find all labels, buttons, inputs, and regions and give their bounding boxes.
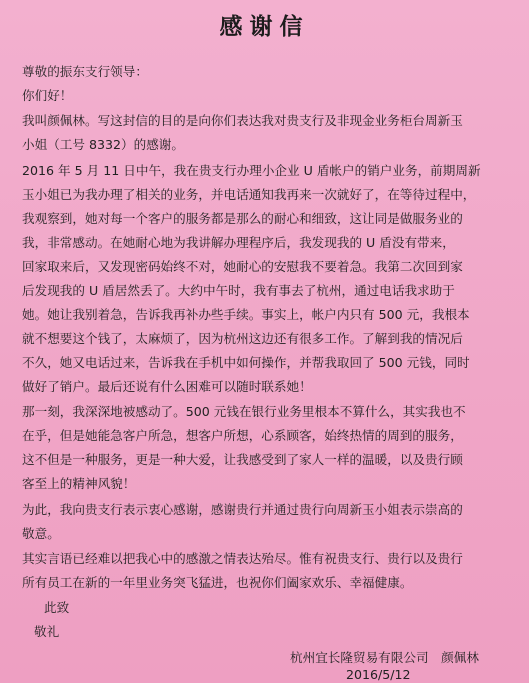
paragraph-4-line: 为此，我向贵支行表示衷心感谢，感谢贵行并通过贵行向周新玉小姐表示崇高的 — [22, 502, 463, 517]
closing-phrase: 此致 — [44, 600, 70, 615]
greeting: 你们好！ — [22, 88, 73, 103]
paragraph-2-line: 我，非常感动。在她耐心地为我讲解办理程序后，我发现我的 U 盾没有带来， — [22, 235, 455, 250]
paragraph-2-line: 2016 年 5 月 11 日中午，我在贵支行办理小企业 U 盾帐户的销户业务，前期周新 — [22, 163, 481, 178]
signature: 杭州宜长隆贸易有限公司 颜佩林 — [290, 650, 479, 665]
closing-salute: 敬礼 — [34, 624, 60, 639]
salutation: 尊敬的振东支行领导： — [22, 64, 148, 79]
paragraph-2-line: 不久，她又电话过来，告诉我在手机中如何操作，并帮我取回了 500 元钱，同时 — [22, 355, 470, 370]
paragraph-2-line: 她。她让我别着急，告诉我再补办些手续。事实上，帐户内只有 500 元，我根本 — [22, 307, 470, 322]
paragraph-5-line: 其实言语已经难以把我心中的感激之情表达殆尽。惟有祝贵支行、贵行以及贵行 — [22, 551, 463, 566]
paragraph-2-line: 做好了销户。最后还说有什么困难可以随时联系她！ — [22, 379, 312, 394]
paragraph-5-line: 所有员工在新的一年里业务突飞猛进，也祝你们阖家欢乐、幸福健康。 — [22, 575, 413, 590]
paragraph-2-line: 后发现我的 U 盾居然丢了。大约中午时，我有事去了杭州，通过电话我求助于 — [22, 283, 455, 298]
date: 2016/5/12 — [346, 667, 411, 682]
paragraph-1-line: 我叫颜佩林。写这封信的目的是向你们表达我对贵支行及非现金业务柜台周新玉 — [22, 113, 463, 128]
paragraph-3-line: 客至上的精神风貌！ — [22, 476, 136, 491]
paragraph-3-line: 这不但是一种服务，更是一种大爱，让我感受到了家人一样的温暖，以及贵行顾 — [22, 452, 463, 467]
paragraph-4-line: 敬意。 — [22, 526, 60, 541]
paragraph-2-line: 回家取来后，又发现密码始终不对，她耐心的安慰我不要着急。我第二次回到家 — [22, 259, 463, 274]
paragraph-2-line: 玉小姐已为我办理了相关的业务，并电话通知我再来一次就好了，在等待过程中， — [22, 187, 476, 202]
paragraph-2-line: 就不想要这个钱了，太麻烦了，因为杭州这边还有很多工作。了解到我的情况后 — [22, 331, 463, 346]
paragraph-3-line: 那一刻，我深深地被感动了。500 元钱在银行业务里根本不算什么，其实我也不 — [22, 404, 466, 419]
paragraph-3-line: 在乎，但是她能急客户所急，想客户所想，心系顾客，始终热情的周到的服务， — [22, 428, 463, 443]
letter-title: 感谢信 — [219, 13, 310, 40]
paragraph-2-line: 我观察到，她对每一个客户的服务都是那么的耐心和细致，这让同是做服务业的 — [22, 211, 463, 226]
paragraph-1-line: 小姐（工号 8332）的感谢。 — [22, 137, 184, 152]
